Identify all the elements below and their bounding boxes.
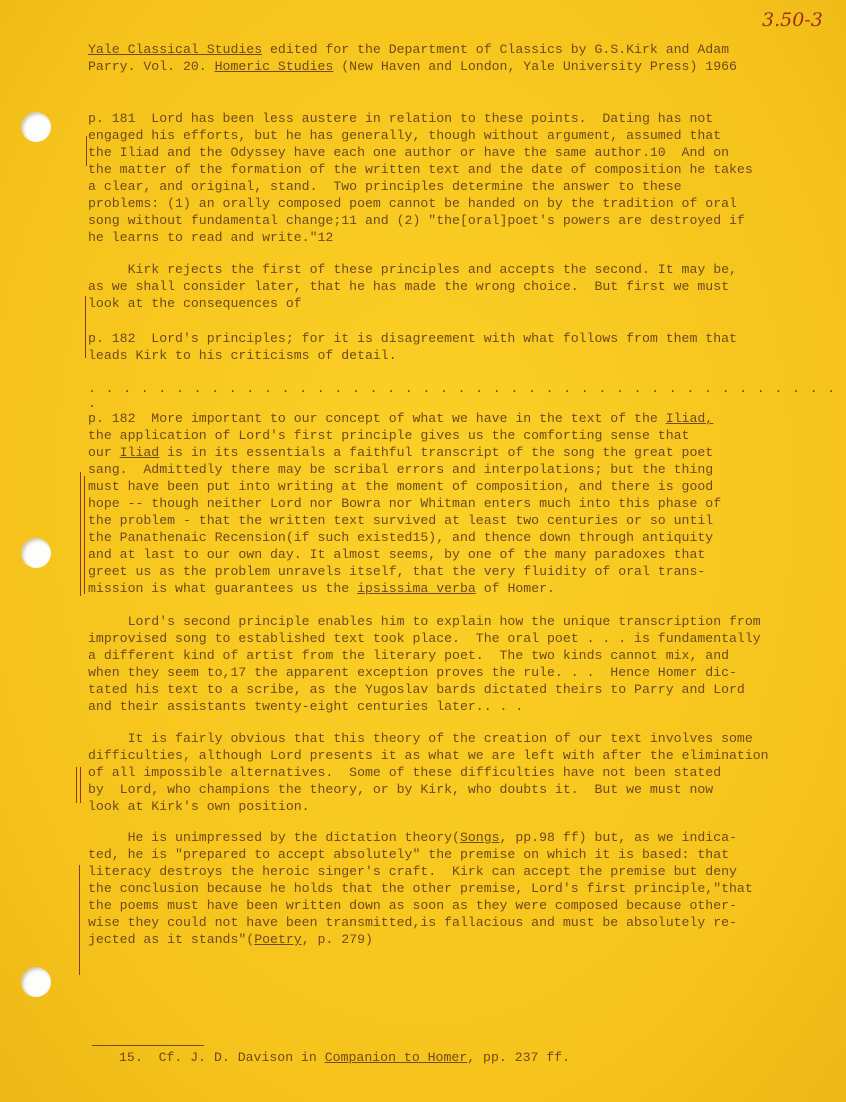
text-line: when they seem to,17 the apparent exception proves the rule. . . Hence Homer dic- [88, 665, 737, 680]
text-line: sang. Admittedly there may be scribal errors and interpolations; but the thing [88, 462, 714, 477]
text-line: ted, he is "prepared to accept absolutely" the premise on which it is based: that [88, 847, 730, 862]
text-line: the conclusion because he holds that the other premise, Lord's first principle,"that [88, 881, 753, 896]
text-line: the problem - that the written text survived at least two centuries or so until [88, 513, 714, 528]
text-line: must have been put into writing at the moment of composition, and there is good [88, 479, 714, 494]
margin-mark [84, 476, 85, 594]
text-line: as we shall consider later, that he has made the wrong choice. But first we must [88, 279, 730, 294]
text-line: hope -- though neither Lord nor Bowra nor Whitman enters much into this phase of [88, 496, 722, 511]
text-line: he learns to read and write."12 [88, 230, 334, 245]
punch-hole [21, 112, 51, 142]
text-line: the matter of the formation of the written text and the date of composition he takes [88, 162, 753, 177]
margin-mark [85, 296, 86, 358]
text-line: and at last to our own day. It almost seems, by one of the many paradoxes that [88, 547, 706, 562]
text-line: the application of Lord's first principle gives us the comforting sense that [88, 428, 690, 443]
paragraph [88, 261, 823, 312]
paragraph [88, 829, 823, 948]
text-line: problems: (1) an orally composed poem cannot be handed on by the tradition of oral [88, 196, 737, 211]
text-line: by Lord, who champions the theory, or by Kirk, who doubts it. But we must now [88, 782, 714, 797]
text-line: leads Kirk to his criticisms of detail. [88, 348, 397, 363]
paragraph [88, 730, 823, 815]
margin-mark [76, 767, 77, 803]
punch-hole [21, 967, 51, 997]
text-line: jected as it stands"(Poetry, p. 279) [88, 932, 373, 947]
text-line: a different kind of artist from the literary poet. The two kinds cannot mix, and [88, 648, 730, 663]
text-line: p. 182 More important to our concept of what we have in the text of the Iliad, [88, 411, 714, 426]
paragraph [88, 110, 823, 246]
text-line: Yale Classical Studies edited for the Department of Classics by G.S.Kirk and Adam [88, 42, 730, 57]
text-line: a clear, and original, stand. Two principles determine the answer to these [88, 179, 682, 194]
text-line: wise they could not have been transmitted,is fallacious and must be absolutely re- [88, 915, 737, 930]
paragraph [88, 410, 823, 597]
footnote [119, 1049, 846, 1066]
text-line: Kirk rejects the first of these principles and accepts the second. It may be, [88, 262, 737, 277]
text-line: 15. Cf. J. D. Davison in Companion to Homer, pp. 237 ff. [119, 1050, 571, 1065]
text-line: p. 182 Lord's principles; for it is disagreement with what follows from them that [88, 331, 737, 346]
text-line: tated his text to a scribe, as the Yugoslav bards dictated theirs to Parry and Lord [88, 682, 745, 697]
text-line: difficulties, although Lord presents it as what we are left with after the elimination [88, 748, 769, 763]
footnote-rule [92, 1045, 204, 1046]
text-line: engaged his efforts, but he has generally, though without argument, assumed that [88, 128, 722, 143]
margin-mark [80, 472, 81, 596]
paragraph [88, 613, 823, 715]
margin-mark [80, 767, 81, 803]
section-divider: . . . . . . . . . . . . . . . . . . . . . . . . . . . . . . . . . . . . . . . . . . . . [88, 381, 837, 411]
paragraph [88, 330, 823, 364]
text-line: greet us as the problem unravels itself, that the very fluidity of oral trans- [88, 564, 706, 579]
margin-mark [86, 136, 87, 166]
text-line: Parry. Vol. 20. Homeric Studies (New Haven and London, Yale University Press) 1966 [88, 59, 737, 74]
text-line: Lord's second principle enables him to explain how the unique transcription from [88, 614, 761, 629]
text-line: p. 181 Lord has been less austere in relation to these points. Dating has not [88, 111, 714, 126]
text-line: It is fairly obvious that this theory of the creation of our text involves some [88, 731, 753, 746]
punch-hole [21, 538, 51, 568]
text-line: and their assistants twenty-eight centuries later.. . . [88, 699, 524, 714]
text-line: mission is what guarantees us the ipsissima verba of Homer. [88, 581, 555, 596]
handwritten-page-number: 3.50-3 [762, 9, 823, 31]
text-line: the poems must have been written down as soon as they were composed because other- [88, 898, 737, 913]
text-line: He is unimpressed by the dictation theory(Songs, pp.98 ff) but, as we indica- [88, 830, 737, 845]
text-line: our Iliad is in its essentials a faithful transcript of the song the great poet [88, 445, 714, 460]
text-line: look at the consequences of [88, 296, 302, 311]
text-line: of all impossible alternatives. Some of these difficulties have not been stated [88, 765, 722, 780]
citation-header [88, 41, 823, 75]
text-line: the Panathenaic Recension(if such existed15), and thence down through antiquity [88, 530, 714, 545]
text-line: look at Kirk's own position. [88, 799, 310, 814]
text-line: literacy destroys the heroic singer's craft. Kirk can accept the premise but deny [88, 864, 737, 879]
text-line: song without fundamental change;11 and (2) "the[oral]poet's powers are destroyed if [88, 213, 745, 228]
margin-mark [79, 865, 80, 975]
text-line: the Iliad and the Odyssey have each one author or have the same author.10 And on [88, 145, 730, 160]
text-line: improvised song to established text took place. The oral poet . . . is fundamentally [88, 631, 761, 646]
